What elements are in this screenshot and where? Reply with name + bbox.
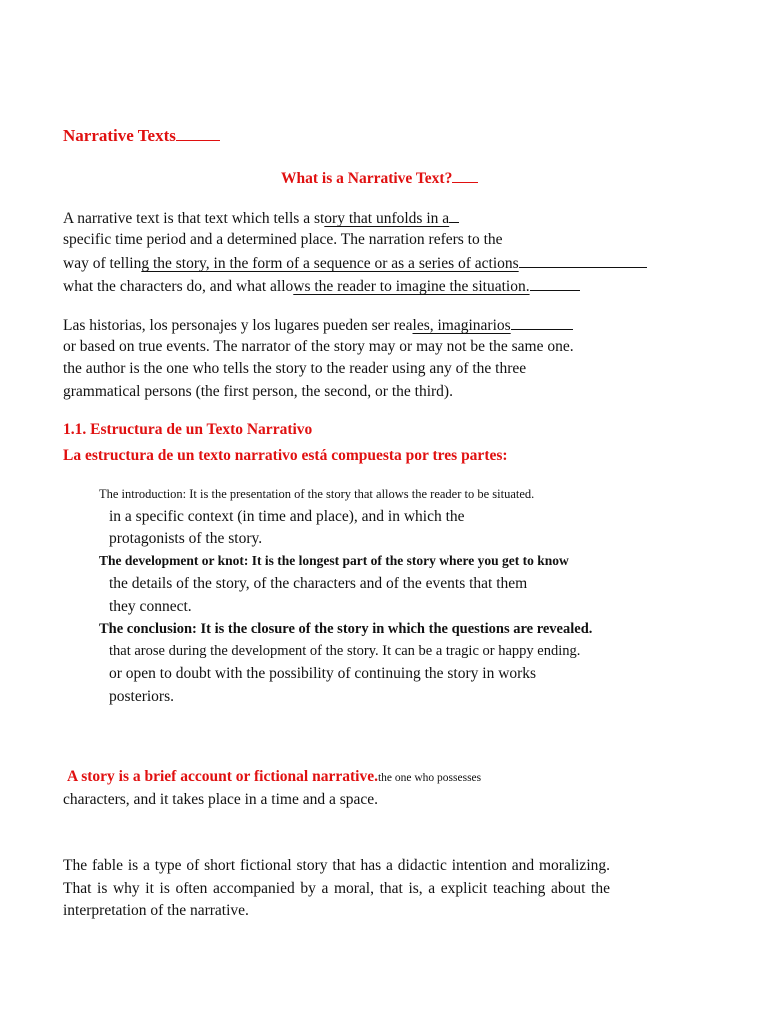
subtitle-text: What is a Narrative Text?	[281, 170, 453, 187]
intro-line-3-b: g the story, in the form of a sequence or as a series of actions	[141, 255, 519, 272]
para2-line-1-b: les, imaginarios	[412, 317, 511, 334]
story-line-2: characters, and it takes place in a time and a space.	[63, 791, 379, 808]
bullet-icon	[87, 485, 99, 505]
title-text: Narrative Texts	[63, 126, 176, 145]
intro-line-3	[63, 253, 647, 274]
bullet-conclusion-line-4: posteriors.	[109, 688, 175, 705]
bullet-introduction-line-2: in a specific context (in time and place), and in which the	[109, 508, 465, 525]
para2-line-2: or based on true events. The narrator of the story may or may not be the same one.	[63, 338, 574, 355]
bullet-icon	[87, 620, 99, 640]
para2-line-3: the author is the one who tells the story to the reader using any of the three	[63, 360, 527, 377]
title-underline	[176, 126, 220, 141]
bullet-introduction-line-3: protagonists of the story.	[109, 530, 263, 547]
bullet-development-head: The development or knot: It is the longest part of the story where you get to know	[99, 553, 569, 568]
intro-line-2: specific time period and a determined place. The narration refers to the	[63, 231, 503, 248]
story-bold-text: A story is a brief account or fictional narrative.	[67, 768, 378, 785]
para2-line-1-a: Las historias, los personajes y los lugares pueden ser rea	[63, 317, 413, 334]
page-title	[63, 126, 220, 146]
bullet-icon	[87, 552, 99, 572]
bullet-development-line-2: the details of the story, of the characters and of the events that them	[109, 575, 528, 592]
section-subtitle	[281, 168, 478, 189]
bullet-introduction	[87, 484, 534, 505]
para2-line-1-rule	[511, 315, 573, 330]
intro-line-1	[63, 208, 459, 229]
subtitle-underline	[452, 168, 478, 183]
intro-line-4-a: what the characters do, and what allo	[63, 278, 294, 295]
fable-paragraph: The fable is a type of short fictional story that has a didactic intention and moralizing. That is why it is often accompanied by a moral, that is, a explicit teaching about the interpretation of the narrative.	[63, 857, 610, 919]
para2-line-1	[63, 315, 573, 336]
intro-line-3-rule	[519, 253, 647, 268]
intro-line-1-rule	[449, 208, 459, 223]
bullet-introduction-head: The introduction: It is the presentation of the story that allows the reader to be situated.	[99, 487, 535, 501]
bullet-development-line-3: they connect.	[109, 598, 192, 615]
bullet-conclusion-line-3: or open to doubt with the possibility of continuing the story in works	[109, 665, 537, 682]
intro-line-1-a: A narrative text is that text which tells a st	[63, 210, 325, 227]
bullet-development	[87, 551, 569, 572]
bullet-conclusion-line-2: that arose during the development of the story. It can be a tragic or happy ending.	[109, 643, 581, 659]
section-heading: 1.1. Estructura de un Texto Narrativo	[63, 421, 313, 438]
intro-line-4	[63, 276, 580, 297]
intro-line-4-rule	[530, 276, 580, 291]
bullet-conclusion-head: The conclusion: It is the closure of the story in which the questions are revealed.	[99, 621, 593, 637]
section-lead: La estructura de un texto narrativo está compuesta por tres partes:	[63, 447, 508, 464]
story-line-1	[67, 767, 481, 788]
bullet-conclusion	[87, 619, 592, 640]
intro-line-4-b: ws the reader to imagine the situation.	[293, 278, 530, 295]
intro-line-3-a: way of tellin	[63, 255, 142, 272]
intro-line-1-b: ory that unfolds in a	[324, 210, 450, 227]
story-small-text: the one who possesses	[377, 772, 482, 784]
para2-line-4: grammatical persons (the first person, the second, or the third).	[63, 383, 453, 400]
